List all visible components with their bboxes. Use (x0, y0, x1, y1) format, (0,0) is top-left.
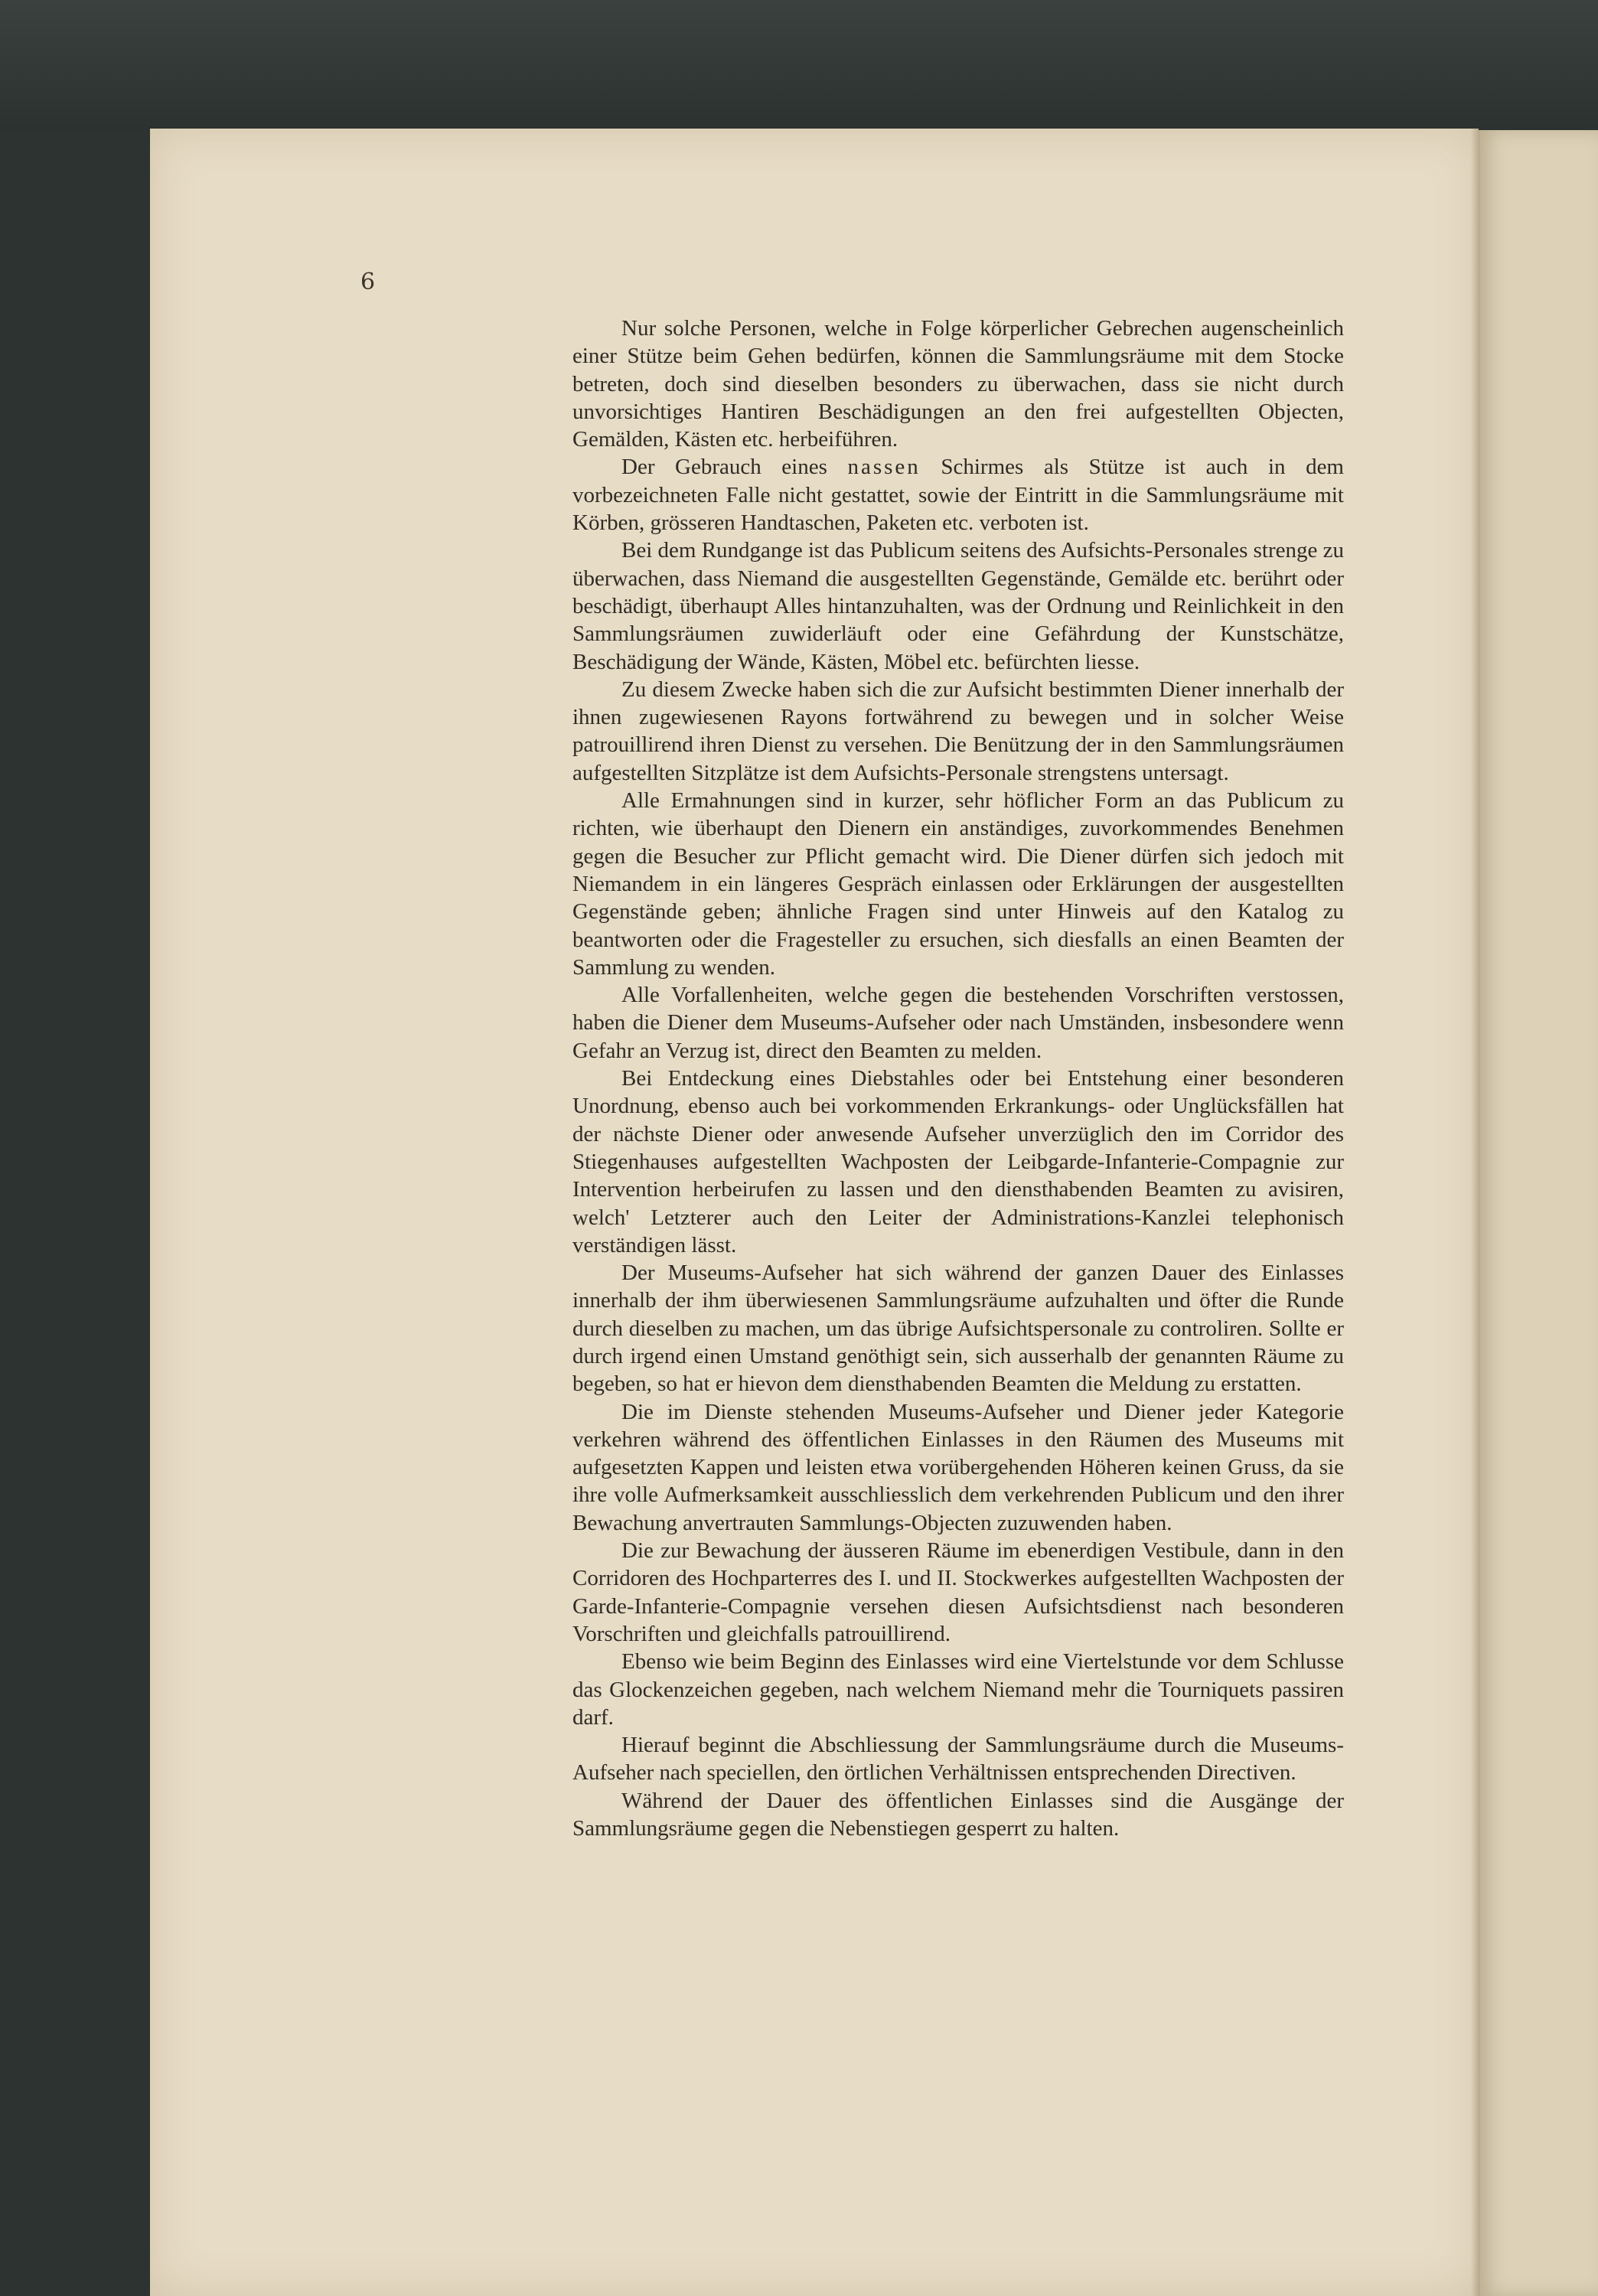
body-text (572, 315, 1344, 1842)
background-surface (0, 0, 1598, 130)
paragraph-8: Der Museums-Aufseher hat sich während der ganzen Dauer des Einlasses innerhalb der ihm überwiesenen Sammlungsräume aufzuhalten und öfter die Runde durch dieselben zu machen, um das übrige Aufsichtspersonale zu controliren. Sollte er durch irgend einen Umstand genöthigt sein, sich ausserhalb der genannten Räume zu begeben, so hat er hievon dem diensthabenden Beamten die Meldung zu erstatten. (572, 1261, 1344, 1397)
paragraph-2-before: Der Gebrauch eines (621, 455, 848, 480)
paragraph-13: Während der Dauer des öffentlichen Einlasses sind die Ausgänge der Sammlungsräume gegen die Nebenstiegen gesperrt zu halten. (572, 1788, 1344, 1841)
paragraph-9: Die im Dienste stehenden Museums-Aufseher und Diener jeder Kategorie verkehren während des öffentlichen Einlasses in den Räumen des Museums mit aufgesetzten Kappen und leisten etwa vorübergehenden Höheren keinen Gruss, da sie ihre volle Aufmerksamkeit ausschliesslich dem verkehrenden Publicum und den ihrer Bewachung anvertrauten Sammlungs-Objecten zuzuwenden haben. (572, 1399, 1344, 1535)
paragraph-10: Die zur Bewachung der äusseren Räume im ebenerdigen Vestibule, dann in den Corridoren des Hochparterres des I. und II. Stockwerkes aufgestellten Wachposten der Garde-Infanterie-Compagnie versehen diesen Aufsichtsdienst nach besonderen Vorschriften und gleichfalls patrouillirend. (572, 1538, 1344, 1646)
paragraph-2-after: Schirmes als Stütze ist auch in dem vorbezeichneten Falle nicht gestattet, sowie der Eintritt in die Sammlungsräume mit Körben, grösseren Handtaschen, Paketen etc. verboten ist. (572, 455, 1344, 536)
paragraph-7: Bei Entdeckung eines Diebstahles oder bei Entstehung einer besonderen Unordnung, ebenso auch bei vorkommenden Erkrankungs- oder Unglücksfällen hat der nächste Diener oder anwesende Aufseher unverzüglich den im Corridor des Stiegenhauses aufgestellten Wachposten der Leibgarde-Infanterie-Compagnie zur Intervention herbeirufen zu lassen und den diensthabenden Beamten zu avisiren, welch' Letzterer auch den Leiter der Administrations-Kanzlei telephonisch verständigen lässt. (572, 1066, 1344, 1257)
paragraph-5: Alle Ermahnungen sind in kurzer, sehr höflicher Form an das Publicum zu richten, wie überhaupt den Dienern ein anständiges, zuvorkommendes Benehmen gegen die Besucher zur Pflicht gemacht wird. Die Diener dürfen sich jedoch mit Niemandem in ein längeres Gespräch einlassen oder Erklärungen der ausgestellten Gegenstände geben; ähnliche Fragen sind unter Hinweis auf den Katalog zu beantworten oder die Fragesteller zu ersuchen, sich diesfalls an einen Beamten der Sammlung zu wenden. (572, 788, 1344, 980)
paragraph-2 (572, 453, 1344, 536)
paragraph-1: Nur solche Personen, welche in Folge körperlicher Gebrechen augenscheinlich einer Stütze beim Gehen bedürfen, können die Sammlungsräume mit dem Stocke betreten, doch sind dieselben besonders zu überwachen, dass sie nicht durch unvorsichtiges Hantiren Beschädigungen an den frei aufgestellten Objecten, Gemälden, Kästen etc. herbeiführen. (572, 316, 1344, 452)
paragraph-6: Alle Vorfallenheiten, welche gegen die bestehenden Vorschriften verstossen, haben die Diener dem Museums-Aufseher oder nach Umständen, insbesondere wenn Gefahr an Verzug ist, direct den Beamten zu melden. (572, 983, 1344, 1063)
page-number: 6 (360, 269, 376, 295)
paragraph-12: Hierauf beginnt die Abschliessung der Sammlungsräume durch die Museums-Aufseher nach speciellen, den örtlichen Verhältnissen entsprechenden Directiven. (572, 1733, 1344, 1786)
paragraph-2-spaced-word: nassen (847, 455, 921, 480)
paragraph-4: Zu diesem Zwecke haben sich die zur Aufsicht bestimmten Diener innerhalb der ihnen zugewiesenen Rayons fortwährend zu bewegen und in solcher Weise patrouillirend ihren Dienst zu versehen. Die Benützung der in den Sammlungsräumen aufgestellten Sitzplätze ist dem Aufsichts-Personale strengstens untersagt. (572, 677, 1344, 785)
paragraph-11: Ebenso wie beim Beginn des Einlasses wird eine Viertelstunde vor dem Schlusse das Glockenzeichen gegeben, nach welchem Niemand mehr die Tourniquets passiren darf. (572, 1649, 1344, 1730)
page-edge-shadow (1471, 129, 1479, 2296)
paragraph-3: Bei dem Rundgange ist das Publicum seitens des Aufsichts-Personales strenge zu überwachen, dass Niemand die ausgestellten Gegenstände, Gemälde etc. berührt oder beschädigt, überhaupt Alles hintanzuhalten, was der Ordnung und Reinlichkeit in den Sammlungsräumen zuwiderläuft oder eine Gefährdung der Kunstschätze, Beschädigung der Wände, Kästen, Möbel etc. befürchten liesse. (572, 538, 1344, 674)
adjacent-page-edge (1479, 130, 1598, 2296)
